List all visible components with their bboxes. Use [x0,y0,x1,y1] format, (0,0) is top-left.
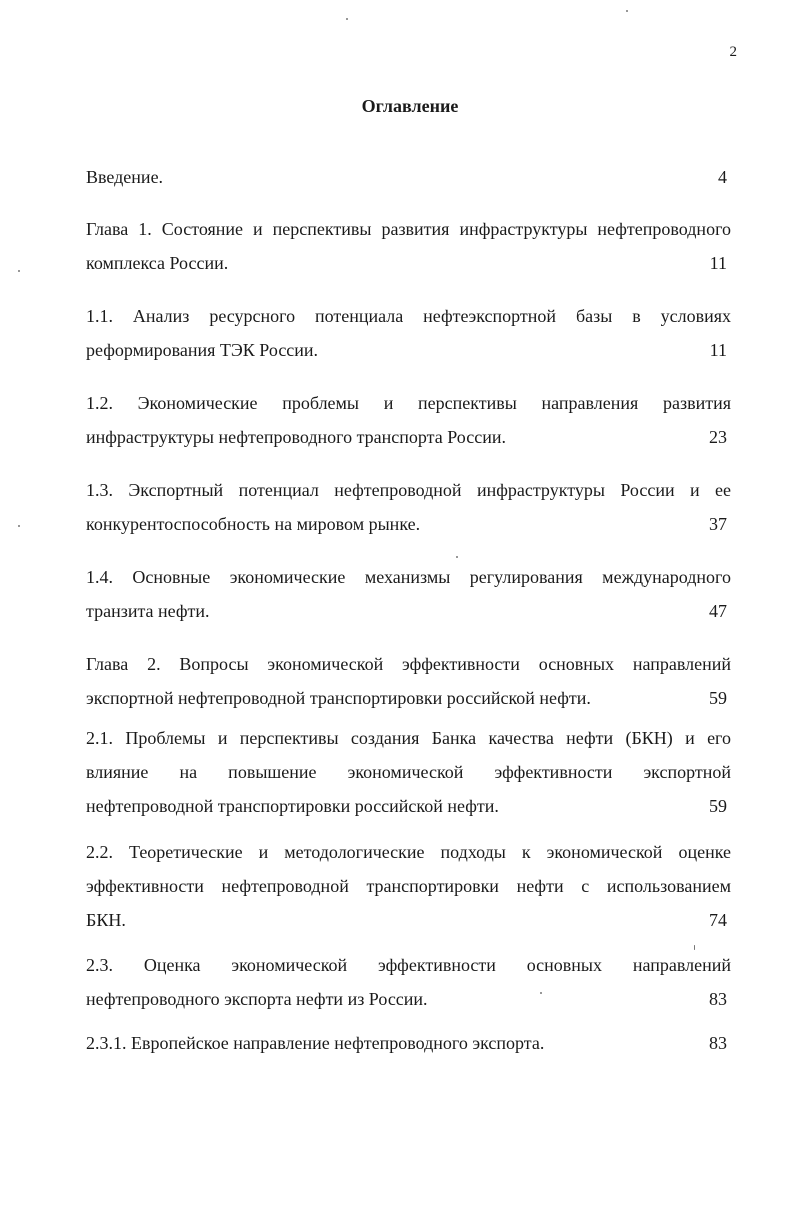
toc-page-number: 59 [709,796,727,816]
toc-page-number: 11 [709,253,727,273]
toc-entry-2-3-1 [86,1026,731,1060]
toc-title: Оглавление [361,96,459,116]
toc-page-number: 37 [709,514,727,534]
toc-entry-text: реформирования ТЭК России. [86,340,319,360]
toc-entry-chapter-2 [86,647,731,715]
toc-last-line [86,160,731,194]
scan-speck [540,992,542,994]
toc-entry-chapter-1 [86,212,731,280]
toc-line: 2.3. Оценка экономической эффективности основных направлений [86,955,731,975]
toc-line: эффективности нефтепроводной транспортировки нефти с использованием [86,876,731,896]
toc-line: Глава 1. Состояние и перспективы развития инфраструктуры нефтепроводного [86,219,731,239]
toc-last-line [86,246,731,280]
scan-speck [694,945,695,950]
toc-entry-text: инфраструктуры нефтепроводного транспорта России. [86,427,506,447]
toc-entry-intro [86,160,731,194]
scan-speck [18,525,20,527]
toc-entry-text: транзита нефти. [86,601,210,621]
toc-line: 2.1. Проблемы и перспективы создания Банка качества нефти (БКН) и его [86,728,731,748]
toc-entry-1-2 [86,386,731,454]
scan-speck [346,18,348,20]
toc-entry-text: комплекса России. [86,253,229,273]
toc-last-line [86,903,731,937]
toc-last-line [86,789,731,823]
scan-speck [626,10,628,12]
scan-speck [456,556,458,558]
toc-page-number: 11 [709,340,727,360]
toc-last-line [86,507,731,541]
toc-last-line [86,681,731,715]
toc-last-line [86,1026,731,1060]
toc-page-number: 74 [709,910,727,930]
toc-entry-1-1 [86,299,731,367]
toc-entry-text: Введение. [86,167,164,187]
toc-entry-2-2 [86,835,731,937]
toc-last-line [86,333,731,367]
page-number: 2 [729,44,737,60]
toc-page-number: 4 [718,167,727,187]
toc-entry-1-3 [86,473,731,541]
toc-entry-1-4 [86,560,731,628]
toc-line: Глава 2. Вопросы экономической эффективности основных направлений [86,654,731,674]
toc-entry-text: нефтепроводного экспорта нефти из России. [86,989,428,1009]
toc-line: 1.4. Основные экономические механизмы регулирования международного [86,567,731,587]
toc-last-line [86,982,731,1016]
toc-entry-2-3 [86,948,731,1016]
scan-speck [18,270,20,272]
toc-page-number: 83 [709,989,727,1009]
toc-line: 1.3. Экспортный потенциал нефтепроводной инфраструктуры России и ее [86,480,731,500]
toc-entry-text: БКН. [86,910,126,930]
toc-last-line [86,594,731,628]
toc-page-number: 59 [709,688,727,708]
toc-page-number: 23 [709,427,727,447]
toc-line: 1.2. Экономические проблемы и перспективы направления развития [86,393,731,413]
toc-line: 1.1. Анализ ресурсного потенциала нефтеэкспортной базы в условиях [86,306,731,326]
toc-entry-text: нефтепроводной транспортировки российской нефти. [86,796,499,816]
toc-entry-text: конкурентоспособность на мировом рынке. [86,514,421,534]
toc-last-line [86,420,731,454]
toc-entry-text: 2.3.1. Европейское направление нефтепроводного экспорта. [86,1033,545,1053]
toc-entry-2-1 [86,721,731,823]
toc-page-number: 47 [709,601,727,621]
toc-line: влияние на повышение экономической эффективности экспортной [86,762,731,782]
toc-line: 2.2. Теоретические и методологические подходы к экономической оценке [86,842,731,862]
toc-entry-text: экспортной нефтепроводной транспортировки российской нефти. [86,688,591,708]
toc-page-number: 83 [709,1033,727,1053]
